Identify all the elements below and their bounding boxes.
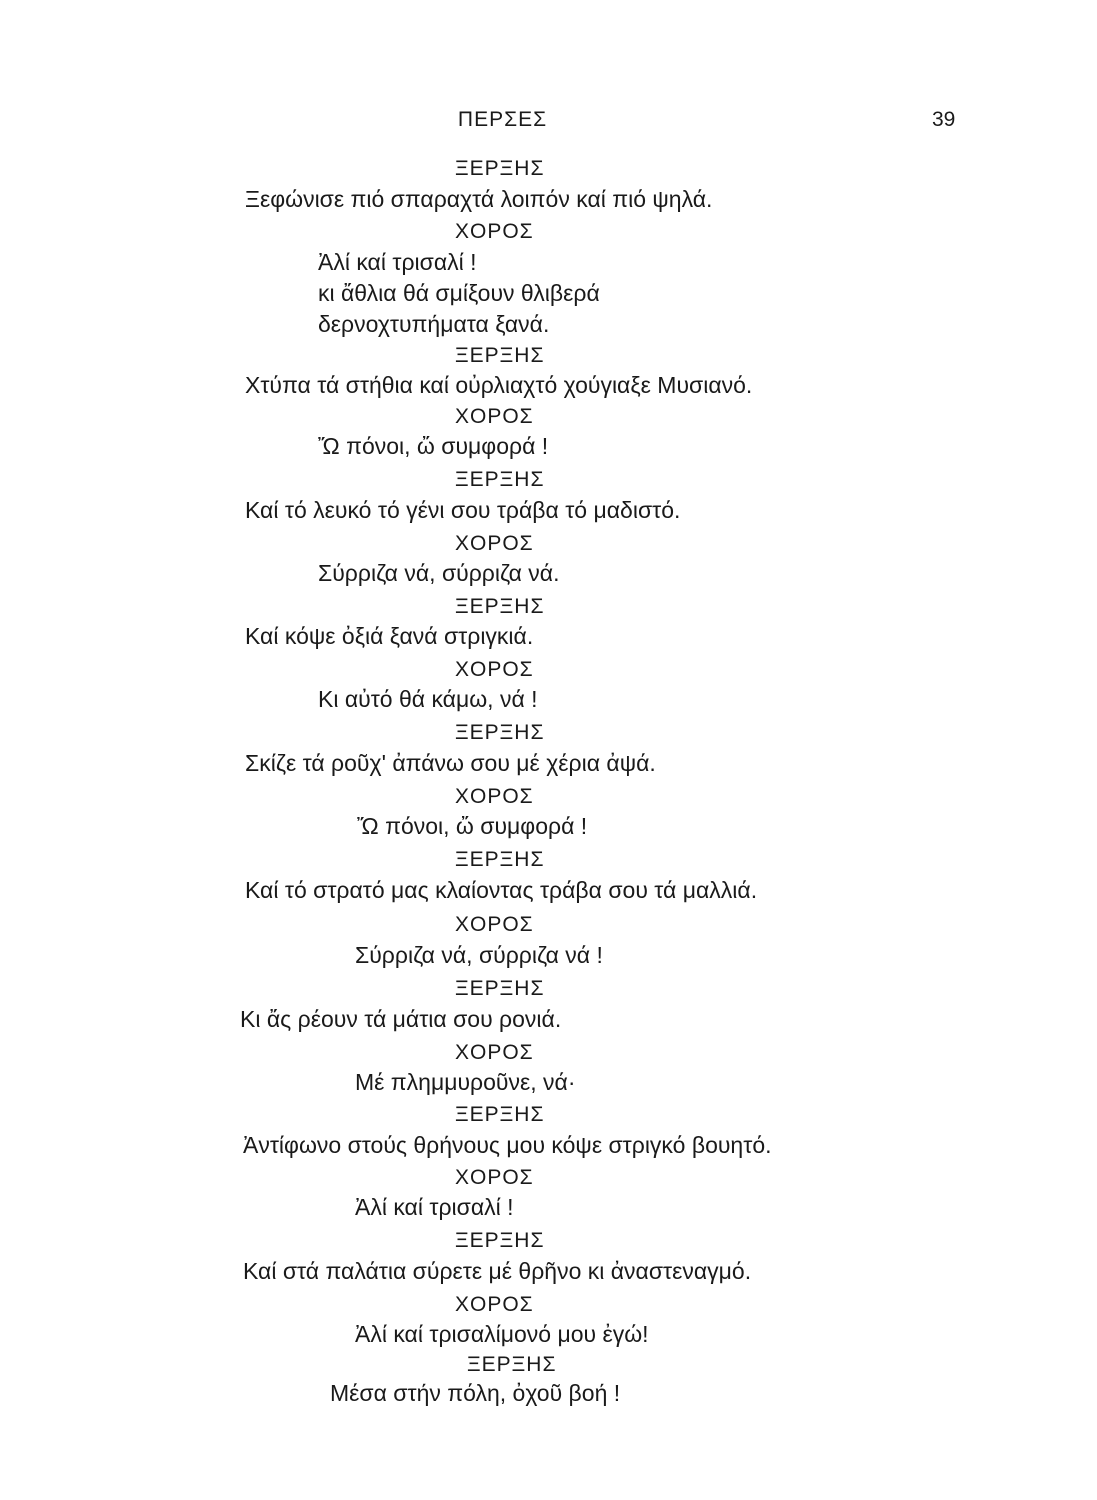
verse-line: Σύρριζα νά, σύρριζα νά. bbox=[318, 560, 560, 586]
speaker-label: ΧΟΡΟΣ bbox=[455, 785, 534, 808]
speaker-label: ΞΕΡΞΗΣ bbox=[455, 848, 545, 871]
speaker-label: ΧΟΡΟΣ bbox=[455, 913, 534, 936]
verse-line: Χτύπα τά στήθια καί οὐρλιαχτό χούγιαξε Μυσιανό. bbox=[245, 372, 753, 398]
speaker-label: ΞΕΡΞΗΣ bbox=[455, 157, 545, 180]
speaker-label: ΞΕΡΞΗΣ bbox=[455, 468, 545, 491]
verse-line: Σκίζε τά ροῦχ' ἀπάνω σου μέ χέρια ἀψά. bbox=[245, 750, 656, 776]
speaker-label: ΞΕΡΞΗΣ bbox=[455, 721, 545, 744]
verse-line: Σύρριζα νά, σύρριζα νά ! bbox=[355, 942, 603, 968]
verse-line: Κι αὐτό θά κάμω, νά ! bbox=[318, 686, 538, 712]
verse-line: Μέσα στήν πόλη, ὀχοῦ βοή ! bbox=[330, 1380, 621, 1406]
speaker-label: ΧΟΡΟΣ bbox=[455, 1293, 534, 1316]
speaker-label: ΞΕΡΞΗΣ bbox=[467, 1353, 557, 1376]
verse-line: Καί στά παλάτια σύρετε μέ θρῆνο κι ἀναστεναγμό. bbox=[243, 1258, 752, 1284]
speaker-label: ΧΟΡΟΣ bbox=[455, 1041, 534, 1064]
speaker-label: ΞΕΡΞΗΣ bbox=[455, 595, 545, 618]
verse-line: Ὤ πόνοι, ὤ συμφορά ! bbox=[357, 813, 588, 839]
verse-line: Ξεφώνισε πιό σπαραχτά λοιπόν καί πιό ψηλά. bbox=[245, 186, 713, 212]
speaker-label: ΞΕΡΞΗΣ bbox=[455, 1103, 545, 1126]
verse-line: Ὤ πόνοι, ὤ συμφορά ! bbox=[318, 433, 549, 459]
verse-line: Ἀλί καί τρισαλί ! bbox=[318, 249, 477, 275]
verse-line: δερνοχτυπήματα ξανά. bbox=[318, 311, 550, 337]
speaker-label: ΧΟΡΟΣ bbox=[455, 220, 534, 243]
page-number: 39 bbox=[932, 108, 956, 131]
verse-line: Ἀντίφωνο στούς θρήνους μου κόψε στριγκό βουητό. bbox=[243, 1132, 772, 1158]
verse-line: Μέ πλημμυροῦνε, νά· bbox=[355, 1069, 576, 1095]
verse-line: κι ἄθλια θά σμίξουν θλιβερά bbox=[318, 280, 600, 306]
verse-line: Ἀλί καί τρισαλίμονό μου ἐγώ! bbox=[355, 1321, 649, 1347]
speaker-label: ΞΕΡΞΗΣ bbox=[455, 344, 545, 367]
verse-line: Καί κόψε ὀξιά ξανά στριγκιά. bbox=[245, 623, 534, 649]
verse-line: Ἀλί καί τρισαλί ! bbox=[355, 1194, 514, 1220]
verse-line: Καί τό λευκό τό γένι σου τράβα τό μαδιστό. bbox=[245, 497, 681, 523]
speaker-label: ΧΟΡΟΣ bbox=[455, 405, 534, 428]
speaker-label: ΞΕΡΞΗΣ bbox=[455, 977, 545, 1000]
speaker-label: ΞΕΡΞΗΣ bbox=[455, 1229, 545, 1252]
speaker-label: ΧΟΡΟΣ bbox=[455, 532, 534, 555]
running-head-title: ΠΕΡΣΕΣ bbox=[457, 108, 548, 131]
speaker-label: ΧΟΡΟΣ bbox=[455, 658, 534, 681]
verse-line: Καί τό στρατό μας κλαίοντας τράβα σου τά μαλλιά. bbox=[245, 877, 758, 903]
speaker-label: ΧΟΡΟΣ bbox=[455, 1166, 534, 1189]
verse-line: Κι ἄς ρέουν τά μάτια σου ρονιά. bbox=[240, 1006, 562, 1032]
